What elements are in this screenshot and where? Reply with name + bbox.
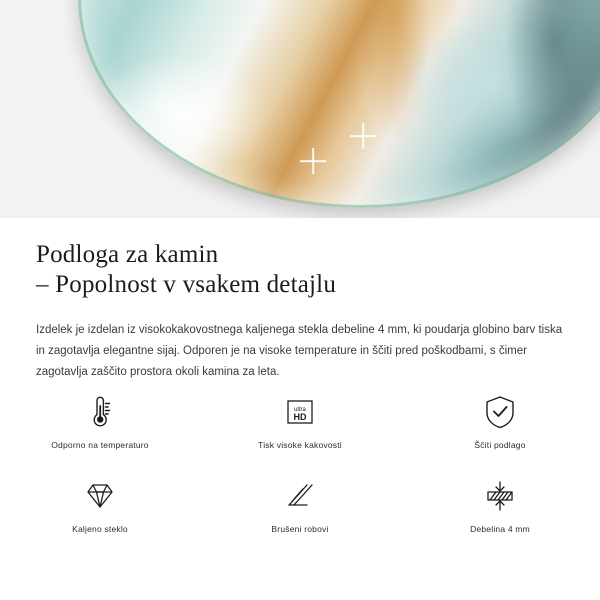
glass-board-image (78, 0, 600, 208)
feature-label: Brušeni robovi (271, 524, 329, 534)
description-paragraph: Izdelek je izdelan iz visokokakovostnega kaljenega stekla debeline 4 mm, ki poudarja globino barv tiska in zagotavlja elegantne sijaj. Odporen je na visoke temperature in ščiti pred poškodbami, s čimer zagotavlja zaščito prostora okoli kamina za leta. (36, 324, 563, 378)
feature-label: Tisk visoke kakovosti (258, 440, 342, 450)
shield-check-icon (482, 390, 518, 434)
feature-item-protection (400, 390, 600, 474)
feature-item-polished-edges (200, 474, 400, 558)
headline-line-2: – Popolnost v vsakem detajlu (36, 271, 337, 298)
feature-item-thickness (400, 474, 600, 558)
thickness-arrows-icon (481, 474, 519, 518)
feature-item-print-quality (200, 390, 400, 474)
feature-label: Ščiti podlago (474, 440, 526, 450)
ultra-hd-icon (281, 390, 319, 434)
feature-label: Kaljeno steklo (72, 524, 128, 534)
thermometer-icon (84, 390, 116, 434)
polished-edges-icon (281, 474, 319, 518)
svg-text:ultra: ultra (294, 407, 306, 413)
feature-item-tempered-glass (0, 474, 200, 558)
page-title (0, 218, 600, 300)
feature-item-temperature (0, 390, 200, 474)
feature-grid (0, 390, 600, 558)
diamond-icon (81, 474, 119, 518)
svg-text:HD: HD (293, 412, 307, 422)
text-content (0, 218, 600, 383)
feature-label: Debelina 4 mm (470, 524, 530, 534)
feature-label: Odporno na temperaturo (51, 440, 149, 450)
headline-line-1: Podloga za kamin (36, 241, 219, 268)
hero-image (0, 0, 600, 218)
marble-pattern-overlay (78, 0, 600, 208)
